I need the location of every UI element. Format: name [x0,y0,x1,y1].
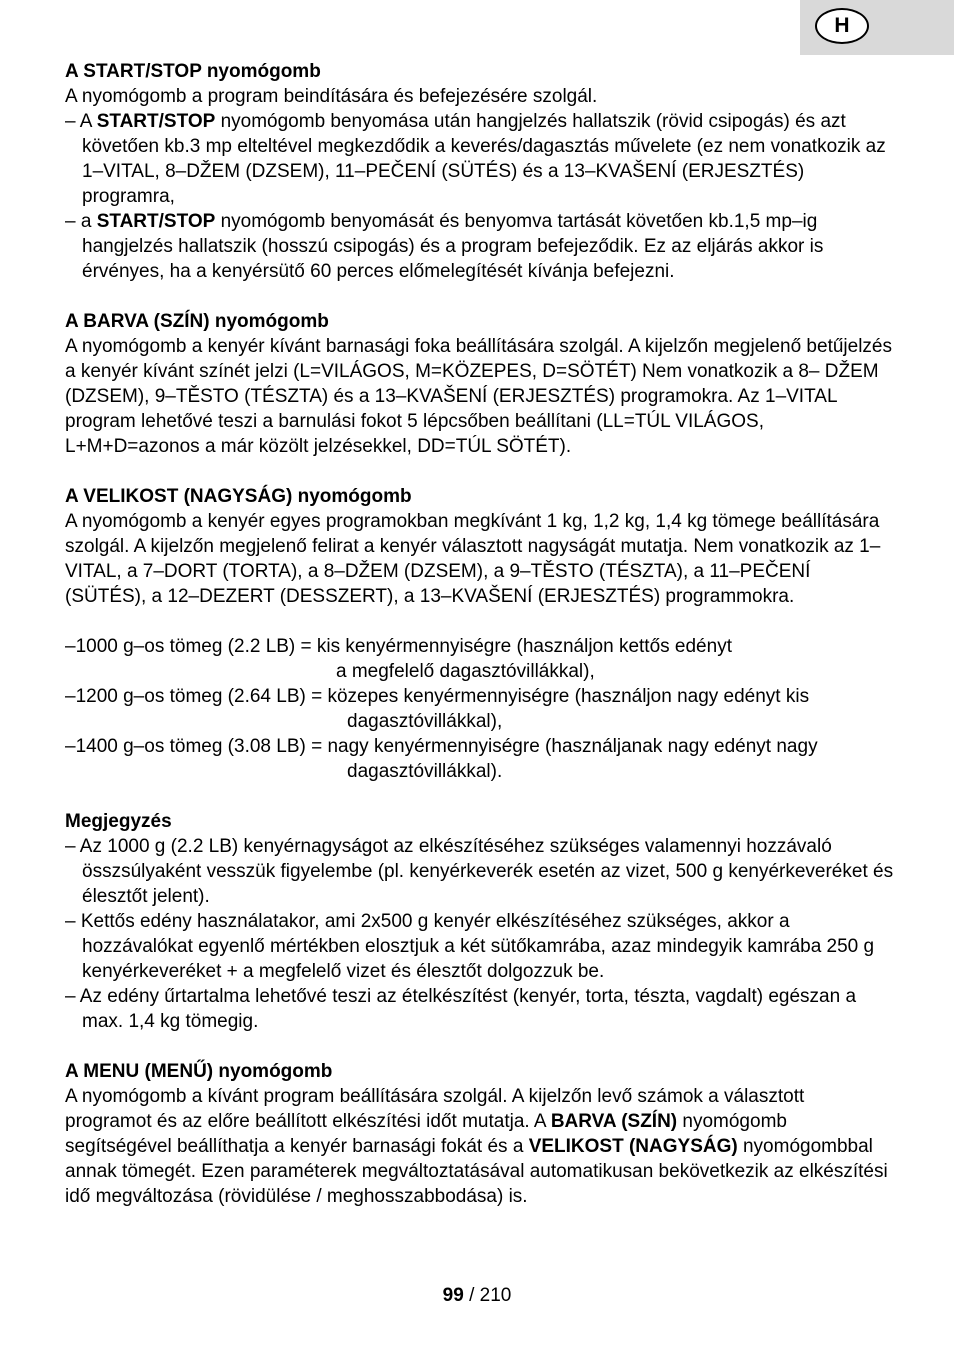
barva-heading: A BARVA (SZÍN) nyomógomb [65,311,329,332]
note-item-3: – Az edény űrtartalma lehetővé teszi az ételkészítést (kenyér, torta, tészta, vagdalt) egészan a max. 1,4 kg tömegig. [65,986,857,1032]
start-stop-bullet-1 [65,109,895,209]
menu-text [65,1084,895,1209]
bullet-prefix: – a [65,211,97,232]
start-stop-heading: A START/STOP nyomógomb [65,61,321,82]
bullet-prefix: – A [65,111,97,132]
page-content [65,59,895,1209]
note-item-2: – Kettős edény használatakor, ami 2x500 g kenyér elkészítéséhez szükséges, akkor a hozzávalókat egyenlő mértékben elosztjuk a két sütőkamrába, azaz mindegyik kamrába 250 g kenyérkeveréket + a megfelelő vizet és élesztőt dolgozzuk be. [65,911,875,982]
weight-1400-line: –1400 g–os tömeg (3.08 LB) = nagy kenyérmennyiségre (használjanak nagy edényt nagy [65,736,818,757]
language-tab [800,0,954,55]
language-badge: H [815,8,869,44]
velikost-heading: A VELIKOST (NAGYSÁG) nyomógomb [65,486,412,507]
bullet-bold: START/STOP [96,211,216,232]
page-footer [0,1285,954,1307]
weight-1000-cont: a megfelelő dagasztóvillákkal), [336,661,595,682]
page-number: 99 [442,1285,464,1306]
bullet-bold: START/STOP [96,111,216,132]
menu-bold-barva: BARVA (SZÍN) [550,1111,678,1132]
start-stop-bullet-2 [65,209,895,284]
menu-text-part: A nyomógomb a kívánt program beállítására szolgál. A kijelzőn levő számok a választott programot és az előre beállított elkészítési időt mutatja. A [65,1086,805,1132]
note-item-1: – Az 1000 g (2.2 LB) kenyérnagyságot az elkészítéséhez szükséges valamennyi hozzávaló összsúlyaként vesszük figyelembe (pl. kenyérkeverék esetén az vizet, 500 g kenyérkeveréket és élesztőt jelent). [65,836,894,907]
velikost-text: A nyomógomb a kenyér egyes programokban megkívánt 1 kg, 1,2 kg, 1,4 kg tömege beállítására szolgál. A kijelzőn megjelenő felirat a kenyér választott nagyságát mutatja. Nem vonatkozik az 1–VITAL, a 7–DORT (TORTA), a 8–DŽEM (DZSEM), a 9–TĚSTO (TÉSZTA), a 11–PEČENÍ (SÜTÉS), a 12–DEZERT (DESSZERT), a 13–KVAŠENÍ (ERJESZTÉS) programmokra. [65,511,881,607]
menu-heading: A MENU (MENŰ) nyomógomb [65,1061,333,1082]
barva-text: A nyomógomb a kenyér kívánt barnasági foka beállítására szolgál. A kijelzőn megjelenő betűjelzés a kenyér kívánt színét jelzi (L=VILÁGOS, M=KÖZEPES, D=SÖTÉT) Nem vonatkozik a 8– DŽEM (DZSEM), 9–TĚSTO (TÉSZTA) és a 13–KVAŠENÍ (ERJESZTÉS) programokra. Az 1–VITAL program lehetővé teszi a barnulási fokot 5 lépcsőben beállítani (LL=TÚL VILÁGOS, L+M+D=azonos a már közölt jelzésekkel, DD=TÚL SÖTÉT). [65,336,892,457]
note-heading: Megjegyzés [65,811,172,832]
menu-bold-velikost: VELIKOST (NAGYSÁG) [528,1136,738,1157]
page-total: / 210 [469,1285,512,1306]
weight-1400-cont: dagasztóvillákkal). [347,761,503,782]
bullet-text: nyomógomb benyomását és benyomva tartását követően kb.1,5 mp–ig hangjelzés hallatszik (hosszú csipogás) és a program befejeződik. Ez az eljárás akkor is érvényes, ha a kenyérsütő 60 perces előmelegítését kívánja befejezni. [82,211,824,282]
bullet-text: nyomógomb benyomása után hangjelzés hallatszik (rövid csipogás) és azt követően kb.3 mp elteltével megkezdődik a keverés/dagasztás művelete (ez nem vonatkozik az 1–VITAL, 8–DŽEM (DZSEM), 11–PEČENÍ (SÜTÉS) és a 13–KVAŠENÍ (ERJESZTÉS) programra, [82,111,886,207]
menu-text-part: nyomógomb segítségével beállíthatja a kenyér barnasági fokát és a [65,1111,787,1157]
menu-text-part: nyomógombbal annak tömegét. Ezen paraméterek megváltoztatásával automatikusan bekövetkezik az elkészítési idő megváltozása (rövidülése / meghosszabbodása) is. [65,1136,888,1207]
start-stop-intro: A nyomógomb a program beindítására és befejezésére szolgál. [65,86,598,107]
weight-1000-line: –1000 g–os tömeg (2.2 LB) = kis kenyérmennyiségre (használjon kettős edényt [65,636,732,657]
weight-1200-cont: dagasztóvillákkal), [347,711,503,732]
weight-1200-line: –1200 g–os tömeg (2.64 LB) = közepes kenyérmennyiségre (használjon nagy edényt kis [65,686,810,707]
